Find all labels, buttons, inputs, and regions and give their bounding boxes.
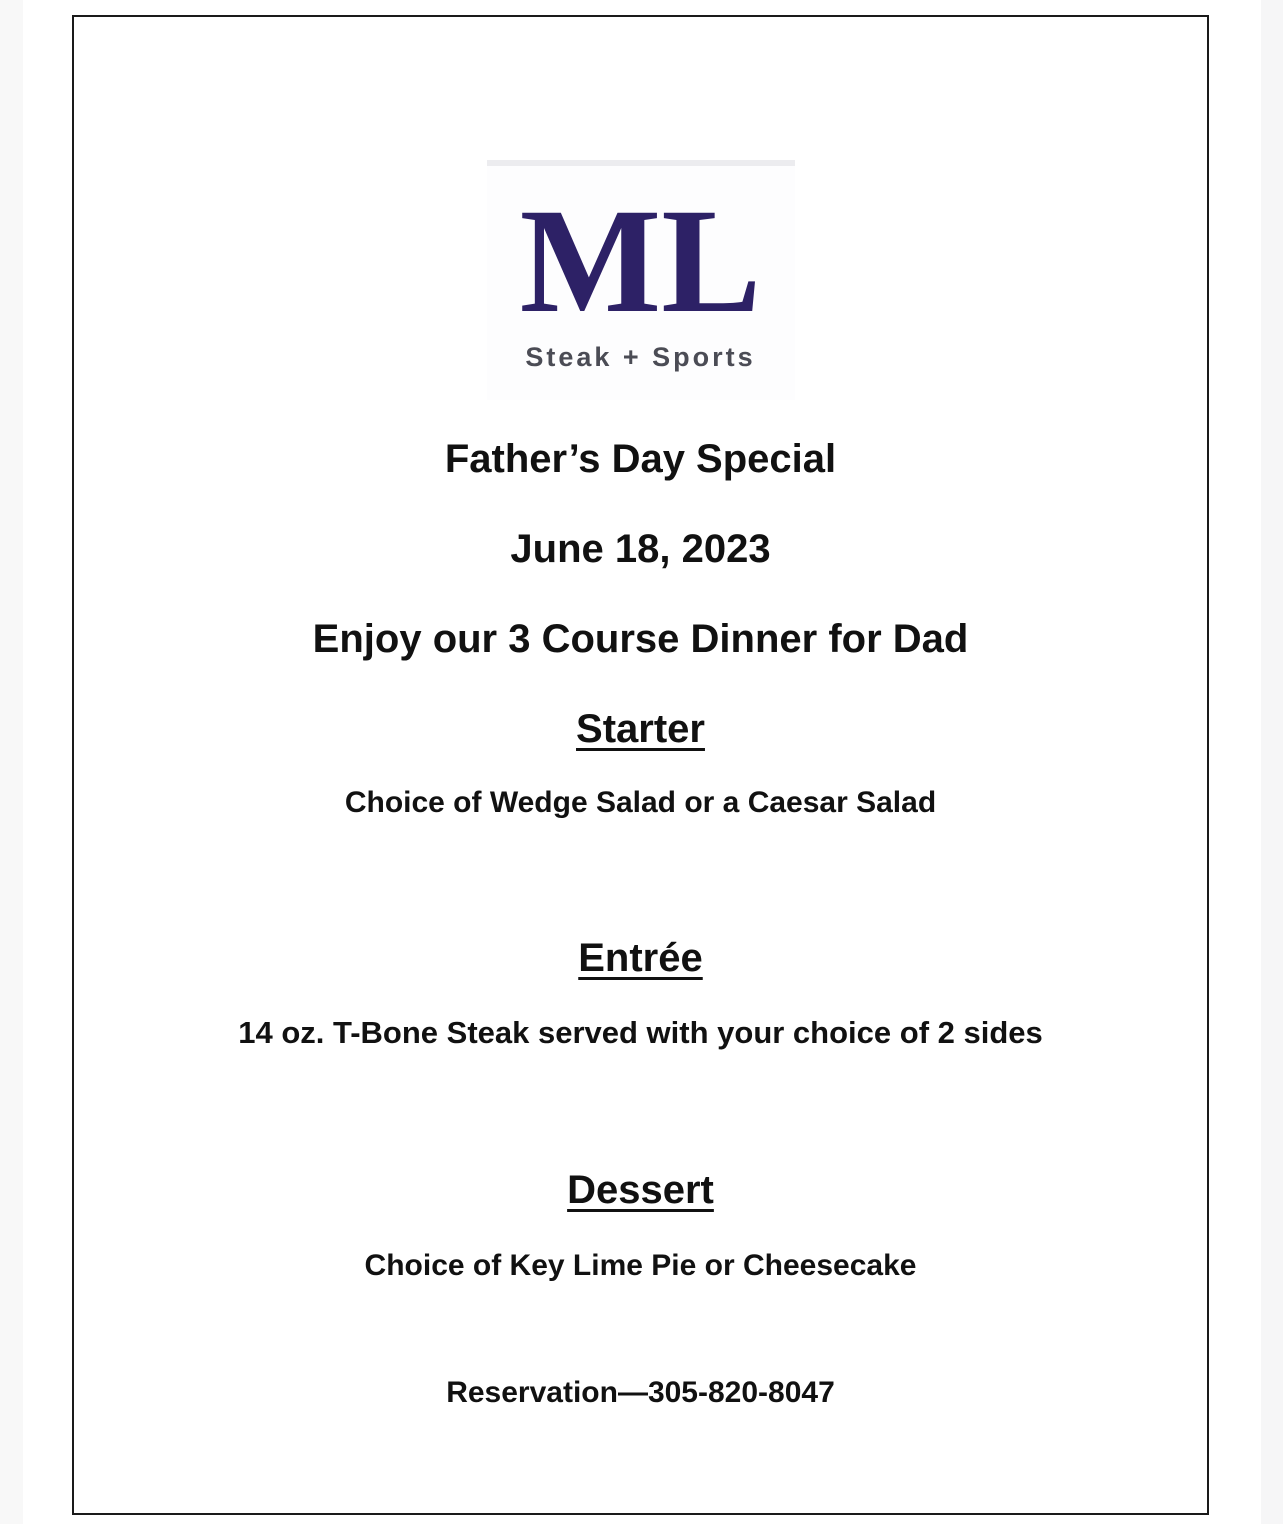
section-heading: Starter [576,707,705,751]
section-dessert [74,1166,1207,1284]
logo-image-edge [487,160,795,166]
section-starter [74,705,1207,821]
restaurant-logo [487,160,795,400]
logo-tagline: Steak + Sports [525,342,756,372]
section-heading: Dessert [567,1168,714,1213]
menu-flyer-page [72,15,1209,1515]
section-description: Choice of Key Lime Pie or Cheesecake [364,1249,917,1283]
section-entree [74,934,1207,1051]
menu-subtitle: Enjoy our 3 Course Dinner for Dad [312,617,969,661]
menu-date: June 18, 2023 [510,527,771,571]
section-description: Choice of Wedge Salad or a Caesar Salad [344,786,937,819]
photo-edge-left [0,0,23,1524]
photo-edge-right [1261,0,1283,1524]
menu-title: Father’s Day Special [444,437,837,481]
section-description: 14 oz. T-Bone Steak served with your choice of 2 sides [238,1015,1043,1050]
section-heading: Entrée [578,936,703,980]
logo-monogram: ML [519,178,762,344]
reservation-line: Reservation—305-820-8047 [446,1376,835,1410]
